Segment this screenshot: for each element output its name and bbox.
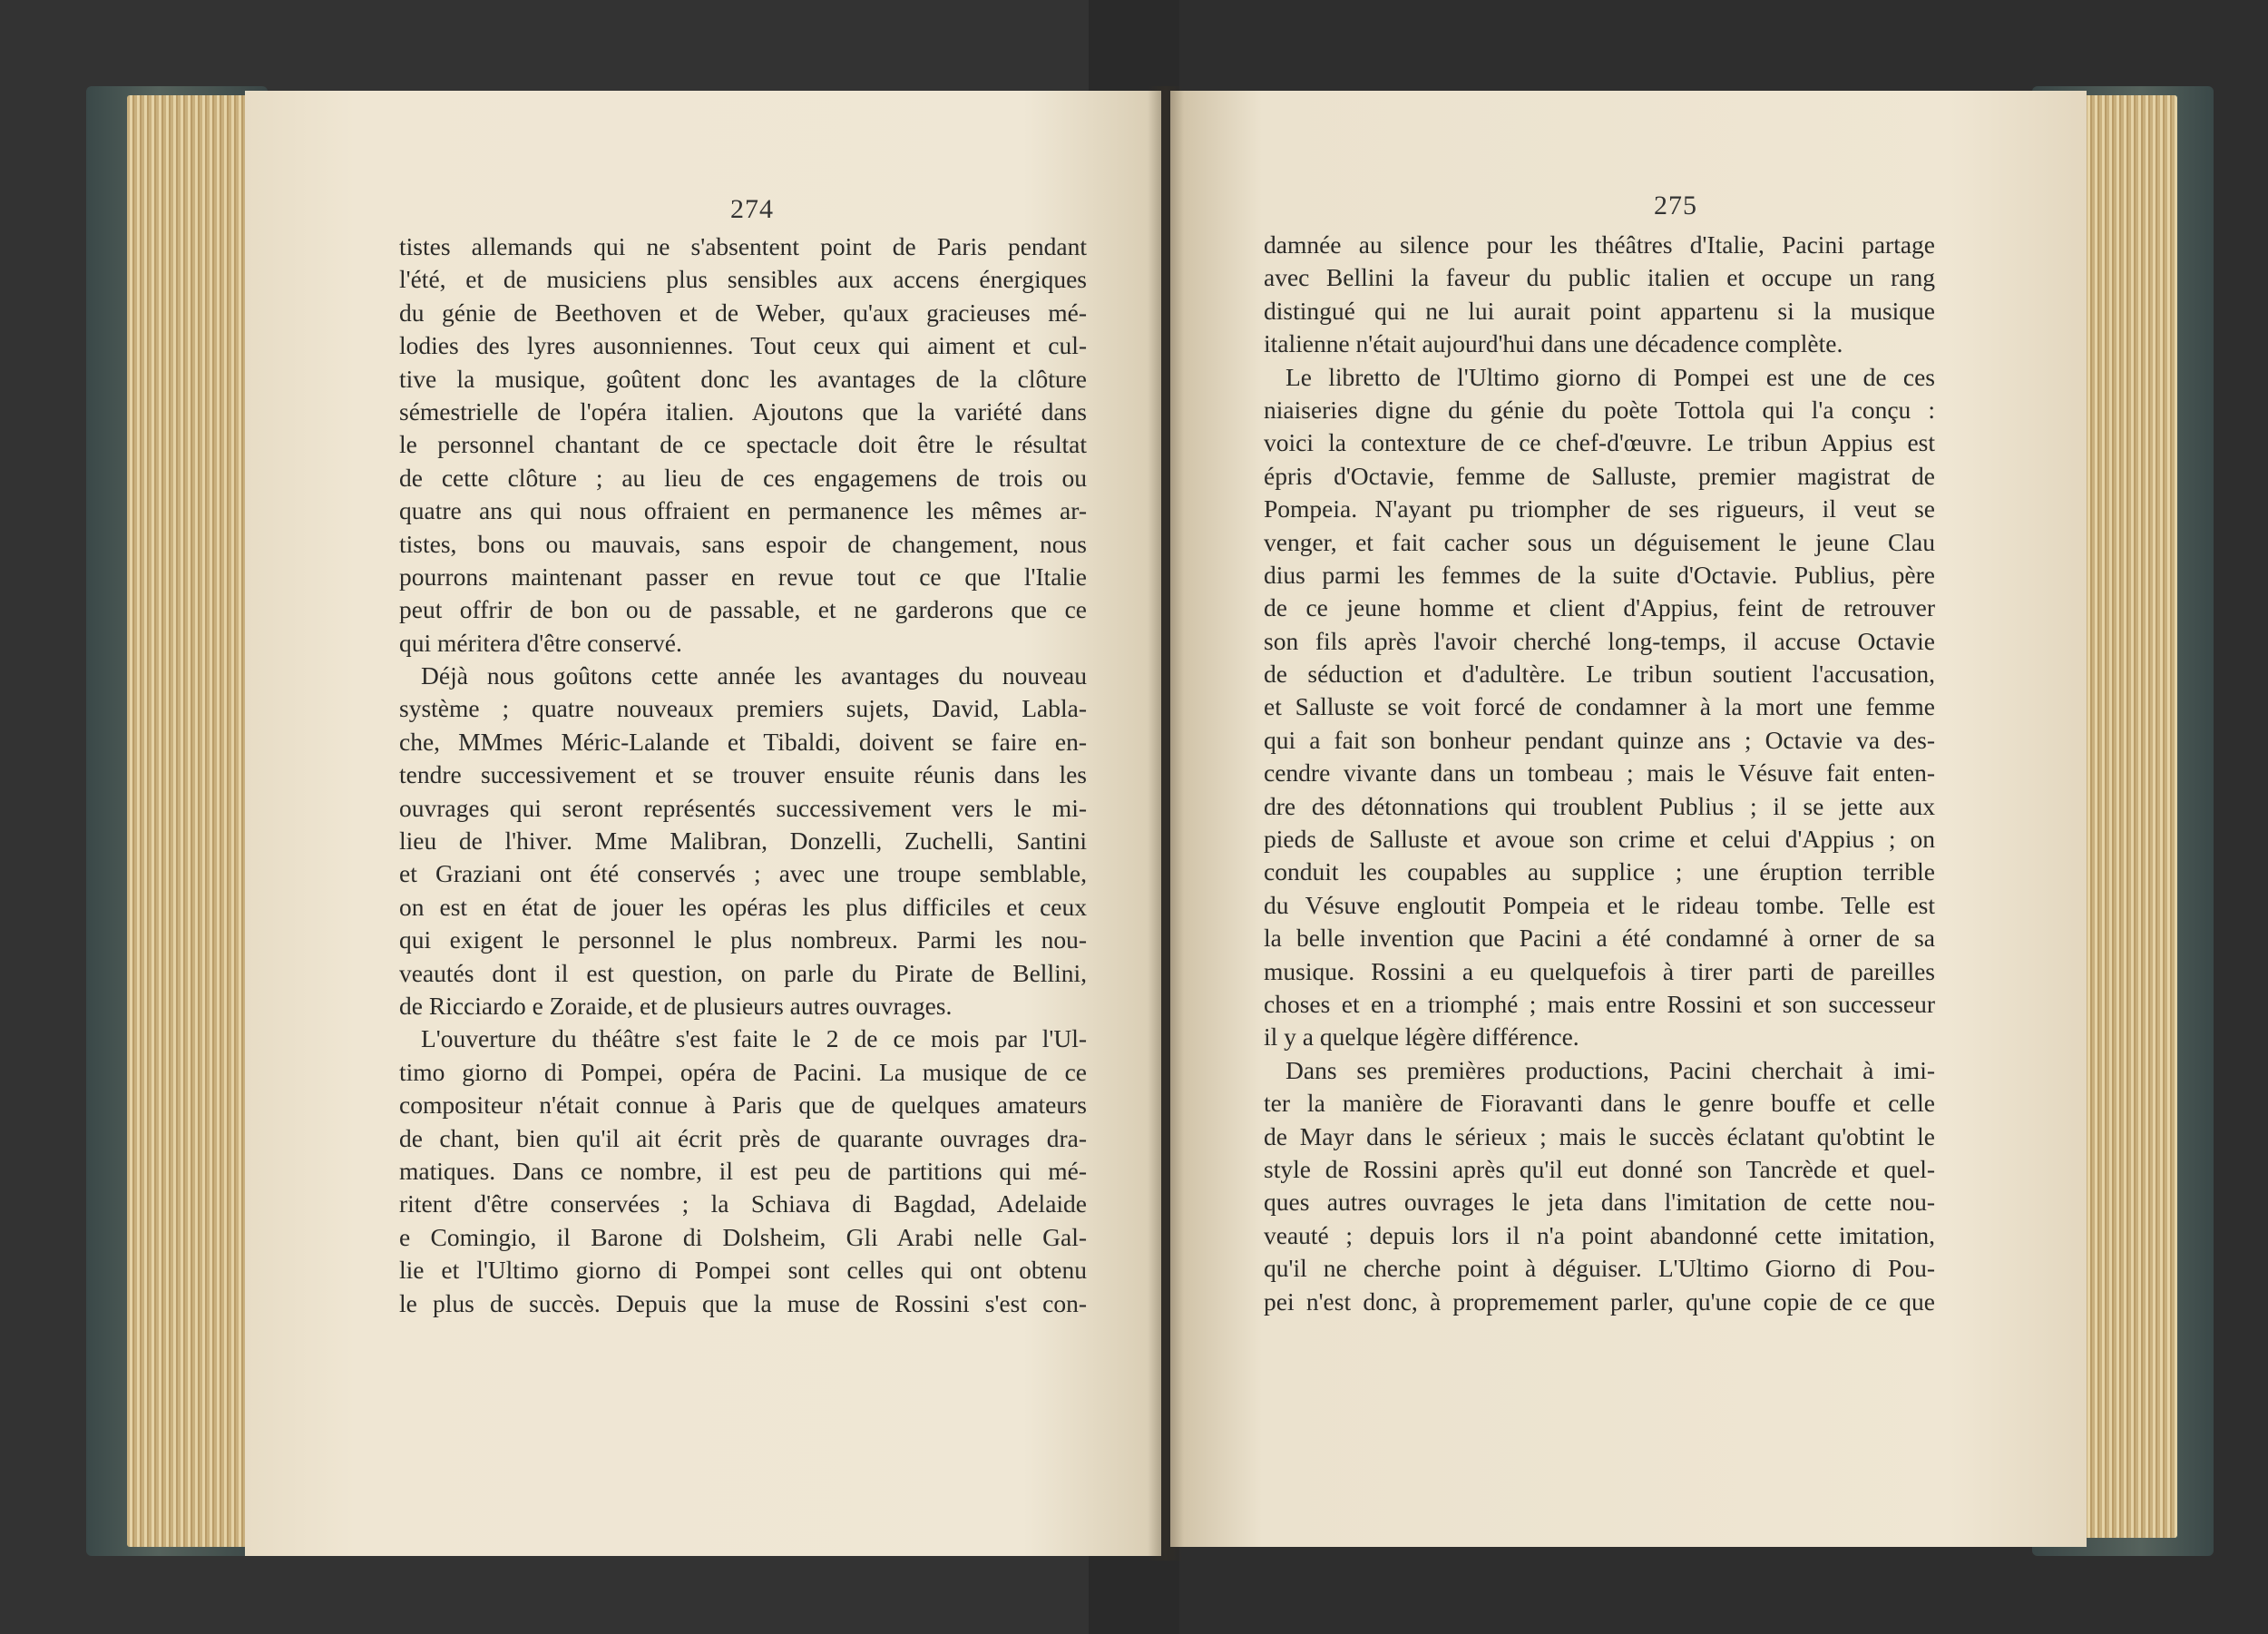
text-line: sémestrielle de l'opéra italien. Ajoutons que la variété dans — [399, 396, 1087, 426]
text-line: voici la contexture de ce chef-d'œuvre. Le tribun Appius est — [1264, 428, 1935, 457]
text-line: du Vésuve engloutit Pompeia et le rideau tombe. Telle est — [1264, 890, 1935, 919]
text-line: che, MMmes Méric-Lalande et Tibaldi, doivent se faire en- — [399, 727, 1087, 756]
text-line: Déjà nous goûtons cette année les avantages du nouveau — [421, 661, 1087, 690]
text-line: veautés dont il est question, on parle du Pirate de Bellini, — [399, 958, 1087, 987]
text-line: de cette clôture ; au lieu de ces engagemens de trois ou — [399, 463, 1087, 492]
text-line: musique. Rossini a eu quelquefois à tirer parti de pareilles — [1264, 956, 1935, 985]
text-line: qui exigent le personnel le plus nombreux. Parmi les nou- — [399, 925, 1087, 954]
text-line: ques autres ouvrages le jeta dans l'imitation de cette nou- — [1264, 1188, 1935, 1217]
text-line: on est en état de jouer les opéras les plus difficiles et ceux — [399, 892, 1087, 921]
text-line: tive la musique, goûtent donc les avantages de la clôture — [399, 364, 1087, 393]
text-line: il y a quelque légère différence. — [1264, 1022, 1579, 1052]
text-line: qui a fait son bonheur pendant quinze ans ; Octavie va des- — [1264, 725, 1935, 754]
right-page-text — [1264, 229, 1935, 1318]
text-line: damnée au silence pour les théâtres d'Italie, Pacini partage — [1264, 230, 1935, 259]
text-line: veauté ; depuis lors il n'a point abandonné cette imitation, — [1264, 1220, 1935, 1249]
text-line: du génie de Beethoven et de Weber, qu'aux gracieuses mé- — [399, 298, 1087, 327]
page-number-right: 275 — [1654, 191, 1697, 220]
text-line: tistes, bons ou mauvais, sans espoir de changement, nous — [399, 529, 1087, 558]
text-line: le personnel chantant de ce spectacle doit être le résultat — [399, 430, 1087, 459]
text-line: niaiseries digne du génie du poète Tottola qui l'a conçu : — [1264, 395, 1935, 424]
text-line: cendre vivante dans un tombeau ; mais le Vésuve fait enten- — [1264, 758, 1935, 788]
text-line: distingué qui ne lui aurait point appartenu si la musique — [1264, 296, 1935, 325]
text-line: épris d'Octavie, femme de Salluste, premier magistrat de — [1264, 461, 1935, 490]
text-line: dius parmi les femmes de la suite d'Octavie. Publius, père — [1264, 560, 1935, 589]
text-line: de chant, bien qu'il ait écrit près de quarante ouvrages dra- — [399, 1123, 1087, 1152]
text-line: matiques. Dans ce nombre, il est peu de partitions qui mé- — [399, 1156, 1087, 1185]
text-line: Dans ses premières productions, Pacini cherchait à imi- — [1286, 1055, 1935, 1084]
text-line: ter la manière de Fioravanti dans le genre bouffe et celle — [1264, 1089, 1935, 1118]
text-line: de Ricciardo e Zoraide, et de plusieurs autres ouvrages. — [399, 991, 953, 1020]
text-line: pei n'est donc, à propremement parler, qu'une copie de ce que — [1264, 1287, 1935, 1316]
text-line: italienne n'était aujourd'hui dans une décadence complète. — [1264, 329, 1843, 358]
text-line: style de Rossini après qu'il eut donné son Tancrède et quel- — [1264, 1154, 1935, 1183]
text-line: dre des détonnations qui troublent Publius ; il se jette aux — [1264, 791, 1935, 820]
text-line: de ce jeune homme et client d'Appius, feint de retrouver — [1264, 593, 1935, 622]
text-line: lie et l'Ultimo giorno di Pompei sont celles qui ont obtenu — [399, 1256, 1087, 1285]
text-line: et Graziani ont été conservés ; avec une troupe semblable, — [399, 859, 1087, 888]
text-line: pourrons maintenant passer en revue tout ce que l'Italie — [399, 562, 1087, 591]
text-line: ritent d'être conservées ; la Schiava di Bagdad, Adelaide — [399, 1189, 1087, 1218]
text-line: tistes allemands qui ne s'absentent point de Paris pendant — [399, 232, 1087, 260]
text-line: Le libretto de l'Ultimo giorno di Pompei est une de ces — [1286, 362, 1935, 391]
text-line: l'été, et de musiciens plus sensibles aux accens énergiques — [399, 265, 1087, 294]
text-line: quatre ans qui nous offraient en permanence les mêmes ar- — [399, 496, 1087, 525]
text-line: timo giorno di Pompei, opéra de Pacini. La musique de ce — [399, 1057, 1087, 1086]
text-line: choses et en a triomphé ; mais entre Rossini et son successeur — [1264, 989, 1935, 1018]
text-line: e Comingio, il Barone di Dolsheim, Gli Arabi nelle Gal- — [399, 1222, 1087, 1251]
book-gutter — [1148, 86, 1184, 1561]
left-page-text — [399, 230, 1087, 1320]
text-line: le plus de succès. Depuis que la muse de Rossini s'est con- — [399, 1288, 1087, 1317]
text-line: lodies des lyres ausonniennes. Tout ceux qui aiment et cul- — [399, 331, 1087, 360]
text-line: son fils après l'avoir cherché long-temps, il accuse Octavie — [1264, 626, 1935, 655]
page-edges-left — [127, 95, 259, 1547]
text-line: L'ouverture du théâtre s'est faite le 2 de ce mois par l'Ul- — [421, 1024, 1087, 1053]
text-line: Pompeia. N'ayant pu triompher de ses rigueurs, il veut se — [1264, 494, 1935, 523]
text-line: pieds de Salluste et avoue son crime et celui d'Appius ; on — [1264, 825, 1935, 854]
page-number-left: 274 — [730, 194, 774, 224]
text-line: ouvrages qui seront représentés successivement vers le mi- — [399, 793, 1087, 822]
text-line: tendre successivement et se trouver ensuite réunis dans les — [399, 760, 1087, 789]
text-line: qui méritera d'être conservé. — [399, 628, 682, 657]
text-line: venger, et fait cacher sous un déguisement le jeune Clau — [1264, 527, 1935, 556]
text-line: et Salluste se voit forcé de condamner à la mort une femme — [1264, 692, 1935, 721]
text-line: peut offrir de bon ou de passable, et ne garderons que ce — [399, 595, 1087, 624]
text-line: compositeur n'était connue à Paris que de quelques amateurs — [399, 1091, 1087, 1120]
text-line: la belle invention que Pacini a été condamné à orner de sa — [1264, 924, 1935, 953]
text-line: lieu de l'hiver. Mme Malibran, Donzelli, Zuchelli, Santini — [399, 827, 1087, 856]
text-line: système ; quatre nouveaux premiers sujets, David, Labla- — [399, 694, 1087, 723]
text-line: de séduction et d'adultère. Le tribun soutient l'accusation, — [1264, 660, 1935, 689]
text-line: de Mayr dans le sérieux ; mais le succès éclatant qu'obtint le — [1264, 1121, 1935, 1150]
text-line: conduit les coupables au supplice ; une éruption terrible — [1264, 857, 1935, 886]
page-edges-right — [2077, 95, 2177, 1538]
text-line: avec Bellini la faveur du public italien et occupe un rang — [1264, 263, 1935, 292]
text-line: qu'il ne cherche point à déguiser. L'Ultimo Giorno di Pou- — [1264, 1254, 1935, 1283]
